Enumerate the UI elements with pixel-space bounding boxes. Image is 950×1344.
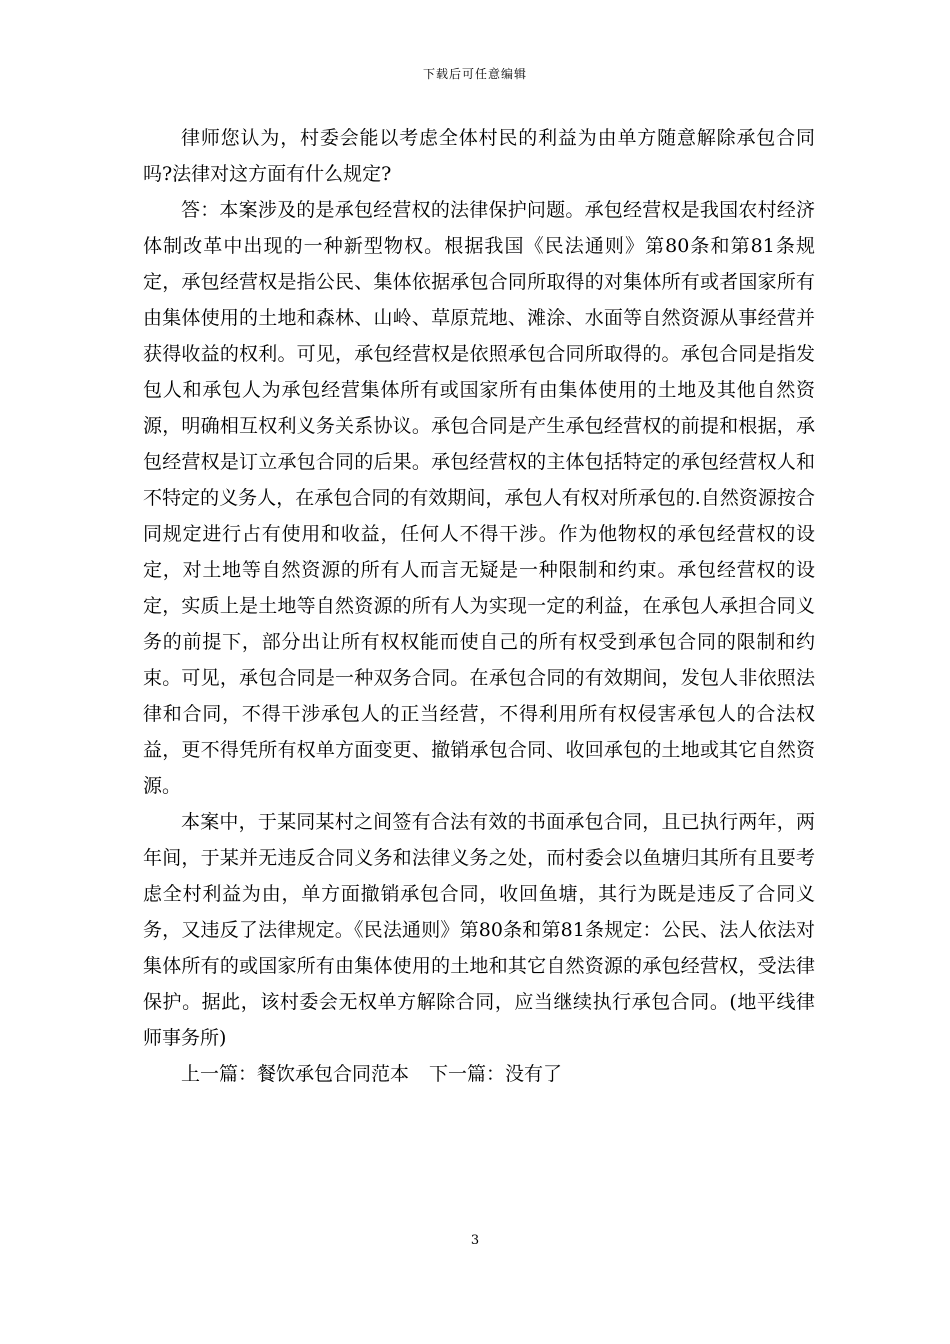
article-navigation [143,1056,815,1092]
previous-article-link[interactable]: 上一篇：餐饮承包合同范本 [181,1063,410,1085]
question-paragraph: 律师您认为，村委会能以考虑全体村民的利益为由单方随意解除承包合同吗?法律对这方面有什么规定? [143,127,815,185]
document-body [143,120,815,1092]
answer-paragraph: 答：本案涉及的是承包经营权的法律保护问题。承包经营权是我国农村经济体制改革中出现的一种新型物权。根据我国《民法通则》第80条和第81条规定，承包经营权是指公民、集体依据承包合同所取得的对集体所有或者国家所有由集体使用的土地和森林、山岭、草原荒地、滩涂、水面等自然资源从事经营并获得收益的权利。可见，承包经营权是依照承包合同所取得的。承包合同是指发包人和承包人为承包经营集体所有或国家所有由集体使用的土地及其他自然资源，明确相互权利义务关系协议。承包合同是产生承包经营权的前提和根据，承包经营权是订立承包合同的后果。承包经营权的主体包括特定的承包经营权人和不特定的义务人，在承包合同的有效期间，承包人有权对所承包的.自然资源按合同规定进行占有使用和收益，任何人不得干涉。作为他物权的承包经营权的设定，对土地等自然资源的所有人而言无疑是一种限制和约束。承包经营权的设定，实质上是土地等自然资源的所有人为实现一定的利益，在承包人承担合同义务的前提下，部分出让所有权权能而使自己的所有权受到承包合同的限制和约束。可见，承包合同是一种双务合同。在承包合同的有效期间，发包人非依照法律和合同，不得干涉承包人的正当经营，不得利用所有权侵害承包人的合法权益，更不得凭所有权单方面变更、撤销承包合同、收回承包的土地或其它自然资源。 [143,199,815,797]
page-header: 下载后可任意编辑 [422,67,527,81]
case-analysis-paragraph: 本案中，于某同某村之间签有合法有效的书面承包合同，且已执行两年，两年间，于某并无违反合同义务和法律义务之处，而村委会以鱼塘归其所有且要考虑全村利益为由，单方面撤销承包合同，收回鱼塘，其行为既是违反了合同义务，又违反了法律规定。《民法通则》第80条和第81条规定：公民、法人依法对集体所有的或国家所有由集体使用的土地和其它自然资源的承包经营权，受法律保护。据此，该村委会无权单方解除合同，应当继续执行承包合同。(地平线律师事务所) [143,811,815,1049]
page-number: 3 [470,1233,480,1248]
next-article-link[interactable]: 下一篇：没有了 [429,1063,563,1085]
